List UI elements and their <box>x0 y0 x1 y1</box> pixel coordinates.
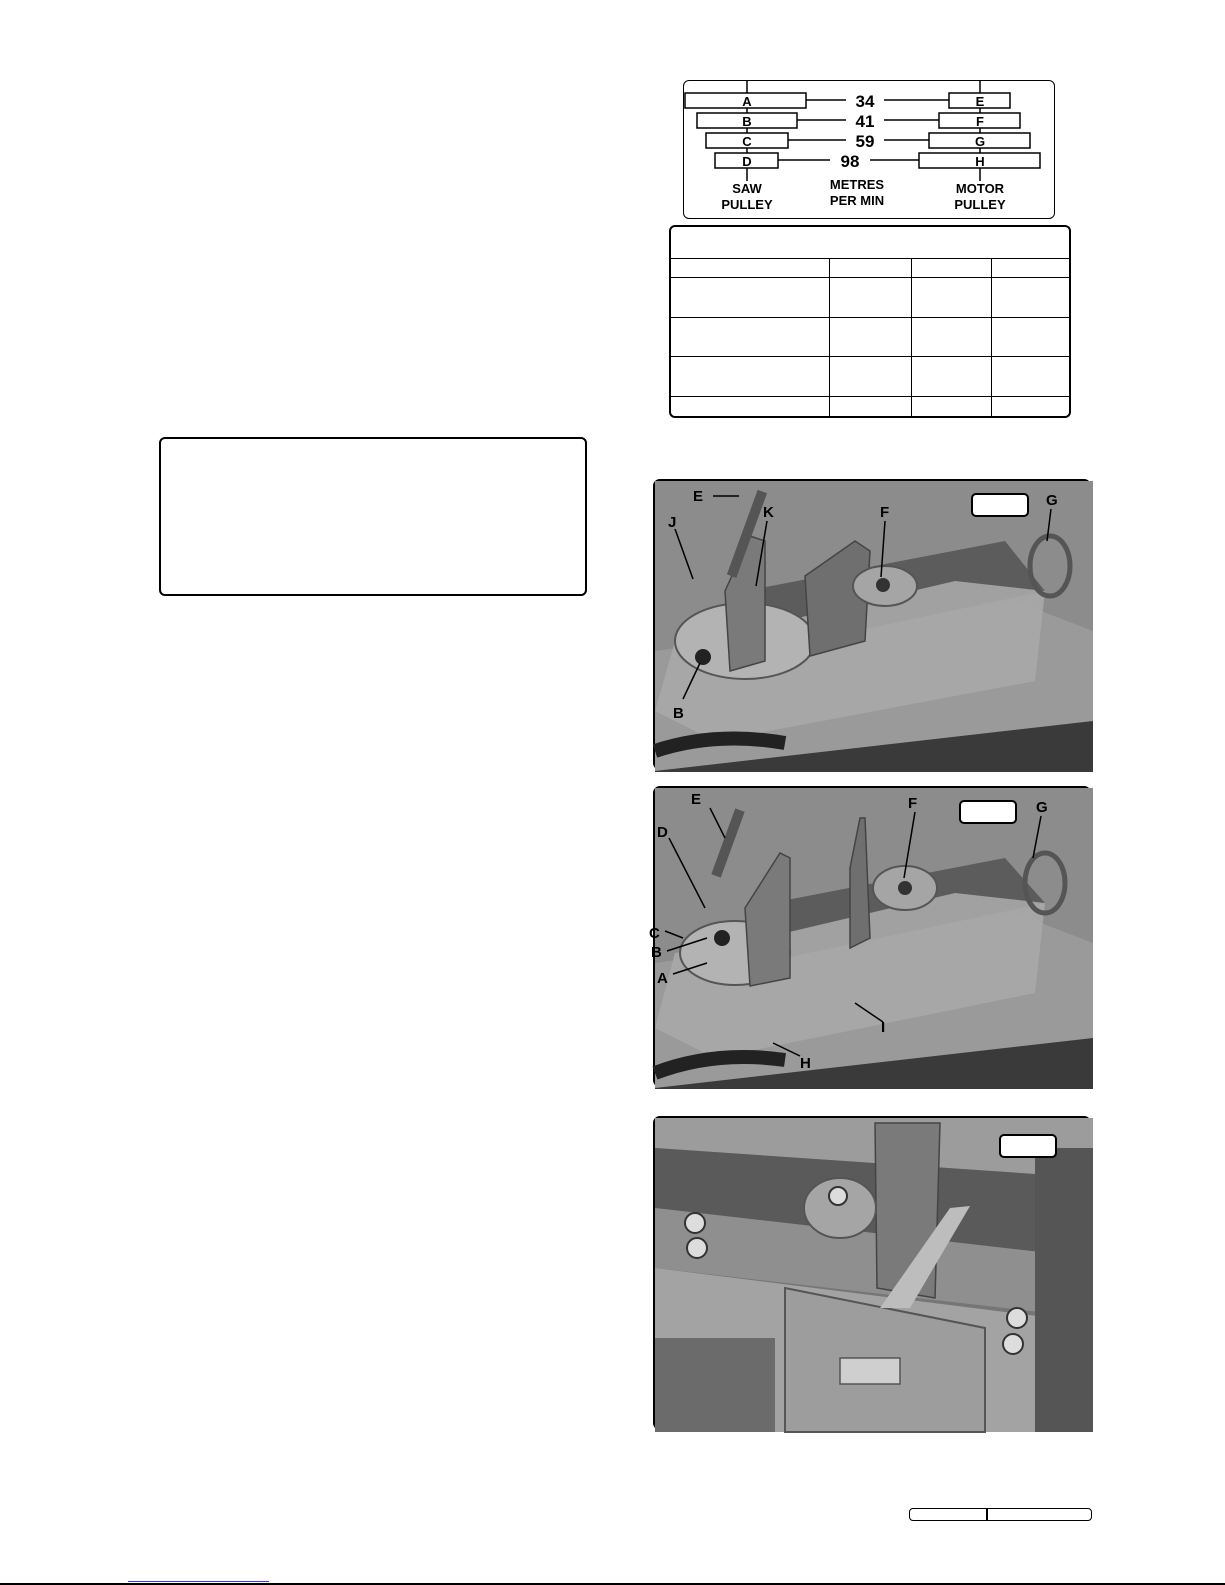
footer-tab-divider <box>986 1509 988 1520</box>
callout-a: A <box>657 970 668 987</box>
callout-h: H <box>800 1055 811 1072</box>
speed-41: 41 <box>855 112 875 131</box>
motor-label-line1: MOTOR <box>955 181 1005 196</box>
speed-table-header <box>671 227 1069 259</box>
callout-f: F <box>880 504 890 521</box>
saw-label-line2: PULLEY <box>721 197 773 212</box>
motor-pulley-e: E <box>975 94 985 109</box>
speed-label-line1: METRES <box>829 177 885 192</box>
callout-k: K <box>763 504 774 521</box>
motor-label-line2: PULLEY <box>954 197 1006 212</box>
figure-number-tag <box>999 1134 1057 1158</box>
table-cell <box>829 278 911 318</box>
table-cell <box>829 357 911 397</box>
table-cell <box>671 258 829 278</box>
callout-i: I <box>881 1019 886 1036</box>
callout-c: C <box>649 925 660 942</box>
table-row <box>671 278 1069 318</box>
callout-b: B <box>673 705 684 722</box>
speed-34: 34 <box>855 92 875 111</box>
figure-number-tag <box>971 493 1029 517</box>
table-cell <box>829 396 911 416</box>
table-cell <box>911 317 991 357</box>
table-cell <box>911 278 991 318</box>
blade-guide-photo-graphic <box>655 1118 1093 1432</box>
callout-e: E <box>693 488 704 505</box>
callout-g: G <box>1046 492 1058 509</box>
footer-page-tab <box>909 1508 1092 1521</box>
table-cell <box>991 357 1069 397</box>
pulley-speed-diagram <box>683 80 1055 219</box>
figure-number-tag <box>959 800 1017 824</box>
table-row <box>671 258 1069 278</box>
table-cell <box>911 258 991 278</box>
callout-e: E <box>691 791 702 808</box>
callout-j: J <box>668 514 677 531</box>
speed-98: 98 <box>840 152 860 171</box>
speed-label-line2: PER MIN <box>829 193 885 208</box>
table-cell <box>991 258 1069 278</box>
figure-photo-2 <box>649 786 1091 1087</box>
footer-link-underline[interactable] <box>128 1581 269 1582</box>
motor-pulley-f: F <box>976 114 984 129</box>
note-box <box>159 437 587 596</box>
table-cell <box>829 258 911 278</box>
table-row <box>671 396 1069 416</box>
motor-pulley-h: H <box>975 154 985 169</box>
table-cell <box>991 278 1069 318</box>
table-cell <box>991 396 1069 416</box>
speed-59: 59 <box>855 132 875 151</box>
callout-f: F <box>908 795 918 812</box>
figure-photo-1 <box>653 479 1091 770</box>
saw-pulley-d: D <box>742 154 752 169</box>
saw-pulley-c: C <box>742 134 752 149</box>
callout-b: B <box>651 944 662 961</box>
table-cell <box>671 357 829 397</box>
callout-g: G <box>1036 799 1048 816</box>
table-row <box>671 357 1069 397</box>
speed-table <box>669 225 1071 418</box>
table-cell <box>671 396 829 416</box>
table-cell <box>991 317 1069 357</box>
callout-d: D <box>657 824 668 841</box>
speed-table-grid <box>671 258 1069 416</box>
saw-pulley-a: A <box>742 94 752 109</box>
saw-label-line1: SAW <box>732 181 762 196</box>
table-row <box>671 317 1069 357</box>
vice-photo-1-graphic <box>655 481 1093 772</box>
vice-photo-2-graphic <box>649 788 1093 1089</box>
table-cell <box>911 357 991 397</box>
pulley-diagram-graphic <box>684 81 1056 220</box>
table-cell <box>829 317 911 357</box>
saw-pulley-b: B <box>742 114 752 129</box>
table-cell <box>671 278 829 318</box>
table-cell <box>911 396 991 416</box>
figure-photo-3 <box>653 1116 1091 1430</box>
motor-pulley-g: G <box>974 134 986 149</box>
table-cell <box>671 317 829 357</box>
